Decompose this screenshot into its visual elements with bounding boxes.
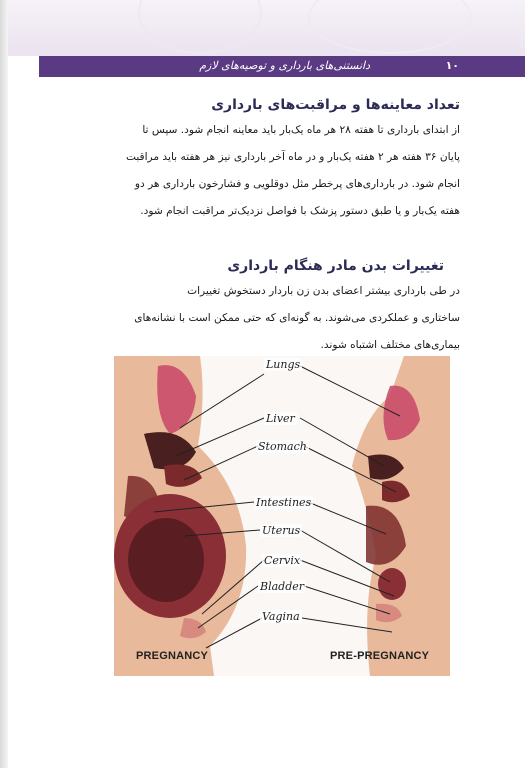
section-heading-checkups: تعداد معاینه‌ها و مراقبت‌های بارداری — [211, 97, 460, 113]
header-decoration — [8, 0, 525, 56]
label-uterus: Uterus — [262, 524, 301, 537]
paragraph-checkups — [70, 117, 460, 225]
label-stomach: Stomach — [258, 440, 307, 453]
paragraph-line: ساختاری و عملکردی می‌شوند. به گونه‌ای که حتی ممکن است با نشانه‌های — [134, 312, 460, 324]
paragraph-line: پایان ۳۶ هفته هر ۲ هفته یک‌بار و در ماه آخر بارداری نیز هر هفته باید مراقبت — [125, 151, 460, 163]
header-title: دانستنی‌های بارداری و توصیه‌های لازم — [199, 59, 370, 72]
paragraph-body-changes — [70, 278, 460, 359]
label-lungs: Lungs — [266, 358, 301, 371]
page-number: ۱۰ — [445, 59, 459, 72]
paragraph-line: در طی بارداری بیشتر اعضای بدن زن باردار دستخوش تغییرات — [187, 285, 460, 297]
anatomy-illustration — [114, 356, 450, 676]
paragraph-line: انجام شود. در بارداری‌های پرخطر مثل دوقلویی و فشارخون بارداری هر دو — [134, 178, 460, 190]
label-bladder: Bladder — [260, 580, 305, 593]
label-intestines: Intestines — [256, 496, 312, 509]
label-cervix: Cervix — [264, 554, 301, 567]
fetus — [128, 518, 204, 602]
caption-pregnancy: PREGNANCY — [136, 650, 209, 662]
running-header — [39, 56, 525, 77]
decorative-circle — [308, 0, 472, 54]
page-edge — [0, 0, 8, 768]
label-liver: Liver — [266, 412, 295, 425]
paragraph-line: بیماری‌های مختلف اشتباه شوند. — [320, 339, 460, 351]
label-vagina: Vagina — [262, 610, 300, 623]
paragraph-line: هفته یک‌بار و یا طبق دستور پزشک با فواصل نزدیک‌تر مراقبت انجام شود. — [140, 205, 460, 217]
caption-pre-pregnancy: PRE-PREGNANCY — [330, 650, 430, 662]
decorative-circle — [138, 0, 262, 54]
section-heading-body-changes: تغییرات بدن مادر هنگام بارداری — [227, 258, 444, 274]
pregnancy-anatomy-figure — [114, 356, 450, 676]
paragraph-line: از ابتدای بارداری تا هفته ۲۸ هر ماه یک‌بار باید معاینه انجام شود. سپس تا — [142, 124, 460, 136]
